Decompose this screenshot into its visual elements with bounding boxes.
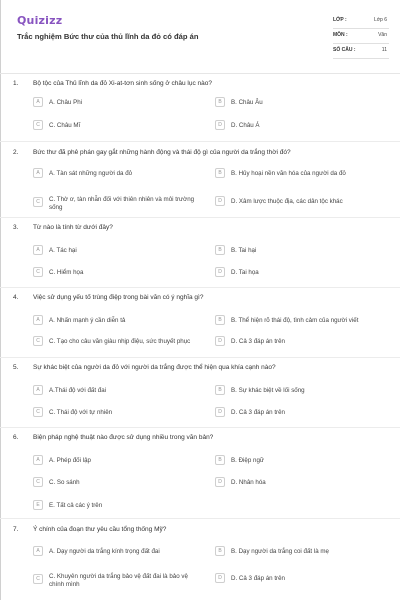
option-text: A.Thái độ với đất đai [49,387,107,394]
option-text: C. Tạo cho câu văn giàu nhịp điệu, sức thuyết phục [49,338,191,345]
meta-value: Văn [378,32,387,38]
option-text: B. Dạy người da trắng coi đất là mẹ [231,548,329,555]
question-divider [0,427,400,428]
option-letter-box: A [33,315,43,325]
option-letter-box: C [33,120,43,130]
question-text: Ý chính của đoạn thư yêu cầu tổng thống Mỹ? [33,526,167,533]
option-letter-box: C [33,407,43,417]
option-letter-box: C [33,574,43,584]
meta-label: LỚP : [333,17,347,23]
option-letter-box: E [33,500,43,510]
option-letter-box: C [33,267,43,277]
question-divider [0,518,400,519]
option-letter-box: D [215,267,225,277]
option-letter-box: B [215,385,225,395]
option-letter-box: A [33,385,43,395]
question-number: 1. [13,80,19,87]
option-letter-box: D [215,573,225,583]
option-letter-box: B [215,546,225,556]
option-text: C. Hiểm họa [49,269,84,276]
option-text: C. Châu Mĩ [49,122,81,129]
option-letter-box: A [33,455,43,465]
option-letter-box: C [33,477,43,487]
option-text: A. Tàn sát những người da đỏ [49,170,133,177]
option-text: D. Cả 3 đáp án trên [231,575,286,582]
question-text: Bức thư đã phê phán gay gắt những hành động và thái độ gì của người da trắng thời đó? [33,149,291,156]
option-text: C. Thờ ơ, tàn nhẫn đối với thiên nhiên và môi trường sống [49,196,195,211]
option-text: C. Thái độ với tự nhiên [49,409,113,416]
option-letter-box: B [215,315,225,325]
option-text: D. Nhân hóa [231,479,266,486]
option-letter-box: A [33,546,43,556]
option-letter-box: D [215,120,225,130]
option-text: D. Châu Á [231,122,260,129]
option-text: C. So sánh [49,479,80,486]
option-letter-box: B [215,245,225,255]
option-letter-box: D [215,336,225,346]
option-letter-box: D [215,477,225,487]
option-letter-box: B [215,168,225,178]
question-text: Biện pháp nghệ thuật nào được sử dụng nhiều trong văn bản? [33,434,214,441]
option-text: B. Hủy hoại nền văn hóa của người da đỏ [231,170,346,177]
option-letter-box: A [33,97,43,107]
meta-row-subject [333,29,389,44]
option-text: B. Châu Âu [231,99,263,106]
option-text: B. Sự khác biệt về lối sống [231,387,305,394]
option-text: D. Cả 3 đáp án trên [231,409,286,416]
question-text: Bộ tộc của Thủ lĩnh da đỏ Xi-at-tơn sinh sống ở châu lục nào? [33,80,212,87]
question-divider [0,357,400,358]
question-text: Việc sử dụng yếu tố trùng điệp trong bài văn có ý nghĩa gì? [33,294,204,301]
option-text: B. Điệp ngữ [231,457,265,464]
option-letter-box: C [33,336,43,346]
option-letter-box: D [215,407,225,417]
question-number: 6. [13,434,19,441]
option-letter-box: A [33,245,43,255]
option-text: A. Châu Phi [49,99,83,106]
meta-row-count [333,44,389,59]
option-letter-box: C [33,197,43,207]
question-number: 5. [13,364,19,371]
question-divider [0,287,400,288]
header-divider [0,73,400,74]
option-text: C. Khuyên người da trắng bảo vệ đất đai là bảo vệ chính mình [49,573,188,588]
option-text: D. Xâm lược thuộc địa, các dân tộc khác [231,198,343,205]
question-number: 2. [13,149,19,156]
meta-label: SỐ CÂU : [333,47,356,53]
option-text: A. Nhấn mạnh ý cần diễn tả [49,317,126,324]
option-text: D. Tai họa [231,269,259,276]
question-text: Từ nào là tính từ dưới đây? [33,224,113,231]
question-number: 7. [13,526,19,533]
option-letter-box: D [215,196,225,206]
option-text: D. Cả 3 đáp án trên [231,338,286,345]
question-number: 3. [13,224,19,231]
question-divider [0,141,400,142]
meta-table [333,14,389,59]
meta-value: Lớp 6 [373,17,387,23]
question-text: Sự khác biệt của người da đỏ với người da trắng được thể hiện qua khía cạnh nào? [33,364,276,371]
quizizz-logo: Quizizz [17,14,63,27]
option-letter-box: B [215,97,225,107]
option-letter-box: A [33,168,43,178]
question-divider [0,217,400,218]
option-text: A. Phép đối lập [49,457,91,464]
left-border [0,0,1,600]
option-text: A. Dạy người da trắng kính trọng đất đai [49,548,160,555]
option-text: B. Thể hiện rõ thái độ, tình cảm của người viết [231,317,359,324]
question-number: 4. [13,294,19,301]
option-text: E. Tất cả các ý trên [49,502,103,509]
option-text: B. Tai hại [231,247,257,254]
meta-label: MÔN : [333,32,348,38]
option-letter-box: B [215,455,225,465]
option-text: A. Tác hại [49,247,77,254]
meta-value: 11 [381,47,387,53]
meta-row-grade [333,14,389,29]
worksheet-title: Trắc nghiệm Bức thư của thủ lĩnh da đỏ có đáp án [17,32,199,41]
worksheet-header [0,0,400,78]
